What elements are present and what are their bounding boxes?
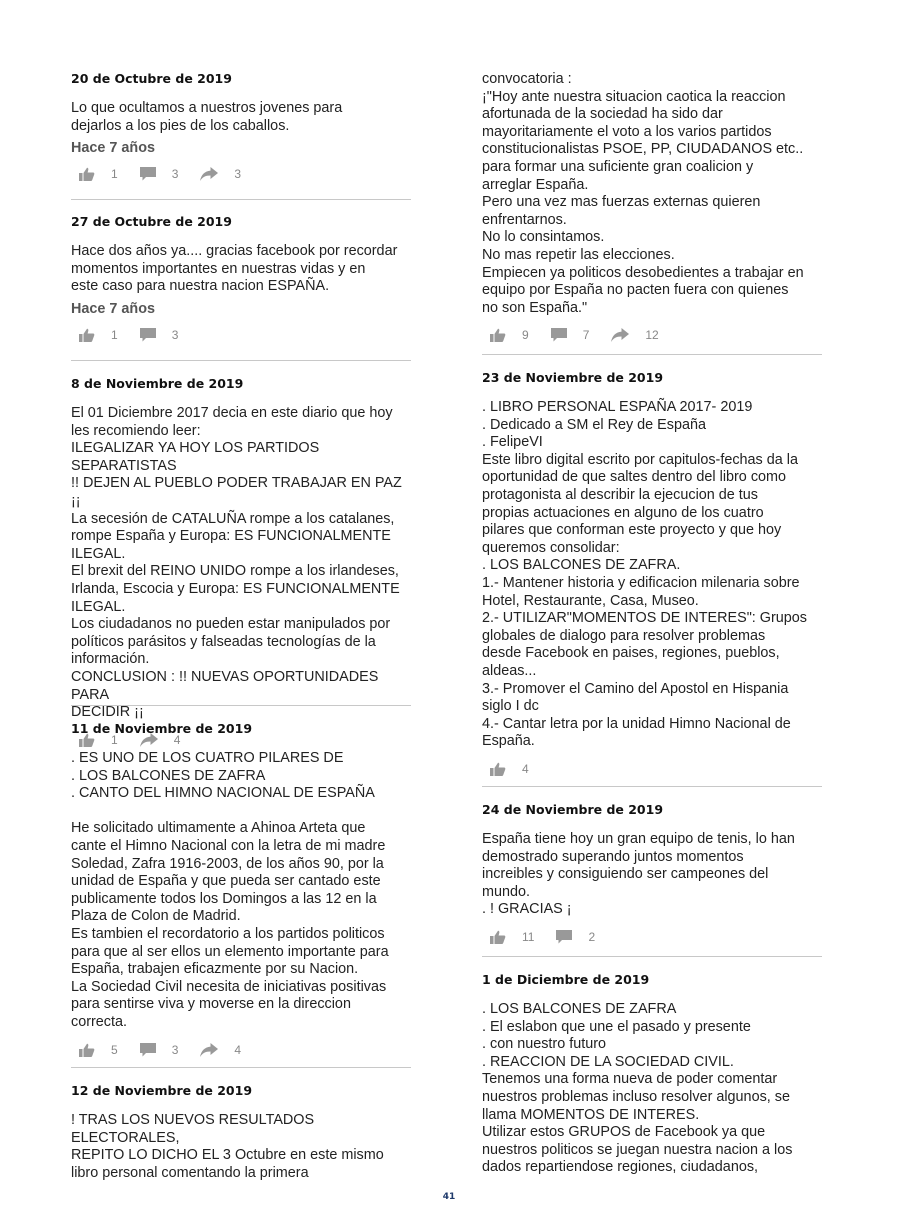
comment-button[interactable] — [140, 167, 179, 181]
post-stats — [71, 1039, 411, 1061]
comment-button[interactable] — [551, 328, 590, 342]
divider — [71, 360, 411, 361]
share-count: 3 — [234, 167, 242, 182]
comment-icon — [140, 1043, 164, 1057]
comment-count: 3 — [171, 327, 179, 342]
like-count: 5 — [111, 1042, 118, 1057]
post-age: Hace 7 años — [71, 140, 155, 157]
post — [482, 801, 822, 948]
comment-button[interactable] — [140, 1043, 179, 1057]
share-icon — [200, 167, 226, 181]
post-stats — [482, 926, 822, 948]
divider — [482, 354, 822, 355]
post-body: Lo que ocultamos a nuestros jovenes para dejarlos a los pies de los caballos. — [71, 100, 343, 134]
post-body: Hace dos años ya.... gracias facebook por recordar momentos importantes en nuestras vidas y en este caso para nuestra nacion ESPAÑA. — [71, 243, 398, 295]
share-icon — [611, 328, 637, 342]
comment-button[interactable] — [140, 328, 179, 342]
like-button[interactable] — [79, 167, 118, 181]
comment-icon — [556, 930, 580, 944]
thumbs-up-icon — [79, 328, 103, 342]
post-date: 12 de Noviembre de 2019 — [71, 1083, 253, 1098]
post-body: El 01 Diciembre 2017 decia en este diario que hoy les recomiendo leer: ILEGALIZAR YA HOY LOS PARTIDOS SEPARATISTAS !! DEJEN AL PUEBLO PODER TRABAJAR EN PAZ ¡¡ La secesión de CATALUÑA rompe a los catalanes, rompe España y Europa: ES FUNCIONALMENTE ILEGAL. El brexit del REINO UNIDO rompe a los irlandeses, Irlanda, Escocia y Europa: ES FUNCIONALMENTE ILEGAL. Los ciudadanos no pueden estar manipulados por políticos parásitos y falseadas tecnologías de la información. CONCLUSION : !! NUEVAS OPORTUNIDADES PARA DECIDIR ¡¡ — [71, 405, 402, 721]
divider — [482, 786, 822, 787]
post-date: 20 de Octubre de 2019 — [71, 71, 232, 86]
post-date: 27 de Octubre de 2019 — [71, 214, 232, 229]
post-date: 8 de Noviembre de 2019 — [71, 376, 244, 391]
like-count: 1 — [111, 732, 118, 747]
post — [71, 720, 411, 1061]
thumbs-up-icon — [490, 328, 514, 342]
post — [482, 71, 822, 346]
like-button[interactable] — [79, 328, 118, 342]
divider — [482, 956, 822, 957]
like-button[interactable] — [490, 930, 534, 944]
post-date: 11 de Noviembre de 2019 — [71, 721, 253, 736]
comment-icon — [140, 328, 164, 342]
divider — [71, 199, 411, 200]
comment-button[interactable] — [556, 930, 595, 944]
page-number: 41 — [442, 1192, 456, 1202]
post-stats — [71, 324, 411, 346]
post-age: Hace 7 años — [71, 300, 155, 317]
thumbs-up-icon — [79, 1043, 103, 1057]
thumbs-up-icon — [490, 930, 514, 944]
like-button[interactable] — [490, 328, 529, 342]
share-count: 4 — [234, 1042, 242, 1057]
post-stats — [482, 324, 822, 346]
share-button[interactable] — [200, 167, 241, 181]
divider — [71, 1067, 411, 1068]
post-body: España tiene hoy un gran equipo de tenis, lo han demostrado superando juntos momentos increibles y consiguiendo ser campeones del mundo. . ! GRACIAS ¡ — [482, 831, 795, 918]
post-stats — [482, 758, 822, 780]
post-date: 1 de Diciembre de 2019 — [482, 972, 650, 987]
comment-count: 3 — [171, 1042, 179, 1057]
like-count: 9 — [522, 328, 529, 343]
post — [71, 375, 411, 751]
post-body: ! TRAS LOS NUEVOS RESULTADOS ELECTORALES, REPITO LO DICHO EL 3 Octubre en este mismo libro personal comentando la primera — [71, 1112, 384, 1181]
like-count: 4 — [522, 761, 529, 776]
comment-icon — [140, 167, 164, 181]
post-body: convocatoria : ¡"Hoy ante nuestra situacion caotica la reaccion afortunada de la sociedad ha sido dar mayoritariamente el voto a los varios partidos constitucionalistas PSOE, PP, CIUDADANOS etc.. para formar una suficiente gran coalicion y arreglar España. Pero una vez mas fuerzas externas quieren enfrentarnos. No lo consintamos. No mas repetir las elecciones. Empiecen ya politicos desobedientes a trabajar en equipo por España no pacten fuera con quienes no son España." — [482, 71, 804, 316]
share-count: 4 — [173, 732, 181, 747]
comment-icon — [551, 328, 575, 342]
post-date: 24 de Noviembre de 2019 — [482, 802, 664, 817]
comment-count: 7 — [582, 328, 590, 343]
like-button[interactable] — [490, 762, 529, 776]
post-body: . ES UNO DE LOS CUATRO PILARES DE . LOS BALCONES DE ZAFRA . CANTO DEL HIMNO NACIONAL DE ESPAÑA He solicitado ultimamente a Ahinoa Arteta que cante el Himno Nacional con la letra de mi madre Soledad, Zafra 1916-2003, de los años 90, por la unidad de España y que pueda ser cantado este publicamente todos los Domingos a las 12 en la Plaza de Colon de Madrid. Es tambien el recordatorio a los partidos politicos para que al ser ellos un elemento importante para España, trabajen eficazmente por su Nacion. La Sociedad Civil necesita de iniciativas positivas para sentirse viva y moverse en la direccion correcta. — [71, 750, 389, 1030]
post — [482, 971, 822, 1177]
post — [71, 1082, 411, 1182]
post-stats — [71, 163, 411, 185]
like-count: 11 — [522, 929, 535, 944]
like-count: 1 — [111, 327, 118, 342]
like-count: 1 — [111, 167, 118, 182]
share-icon — [200, 1043, 226, 1057]
share-button[interactable] — [200, 1043, 241, 1057]
share-button[interactable] — [611, 328, 658, 342]
post-body: . LIBRO PERSONAL ESPAÑA 2017- 2019 . Dedicado a SM el Rey de España . FelipeVI Este libro digital escrito por capitulos-fechas da la oportunidad de que saltes dentro del libro como protagonista al describir la ejecucion de tus propias actuaciones en alguno de los cuatro pilares que conforman este proyecto y que hoy queremos consolidar: . LOS BALCONES DE ZAFRA. 1.- Mantener historia y edificacion milenaria sobre Hotel, Restaurante, Casa, Museo. 2.- UTILIZAR"MOMENTOS DE INTERES": Grupos globales de dialogo para resolver problemas desde Facebook en paises, regiones, pueblos, aldeas... 3.- Promover el Camino del Apostol en Hispania siglo I dc 4.- Cantar letra por la unidad Himno Nacional de España. — [482, 399, 807, 750]
comment-count: 3 — [171, 167, 179, 182]
post-date: 23 de Noviembre de 2019 — [482, 370, 664, 385]
comment-count: 2 — [588, 929, 596, 944]
like-button[interactable] — [79, 1043, 118, 1057]
thumbs-up-icon — [490, 762, 514, 776]
divider — [71, 705, 411, 706]
post — [71, 70, 411, 185]
post — [71, 213, 411, 346]
thumbs-up-icon — [79, 167, 103, 181]
post — [482, 369, 822, 780]
post-body: . LOS BALCONES DE ZAFRA . El eslabon que une el pasado y presente . con nuestro futuro . REACCION DE LA SOCIEDAD CIVIL. Tenemos una forma nueva de poder comentar nuestros problemas incluso resolver algunos, se llama MOMENTOS DE INTERES. Utilizar estos GRUPOS de Facebook ya que nuestros politicos se juegan nuestra nacion a los dados repartiendose regiones, ciudadanos, — [482, 1001, 793, 1176]
share-count: 12 — [645, 328, 659, 343]
